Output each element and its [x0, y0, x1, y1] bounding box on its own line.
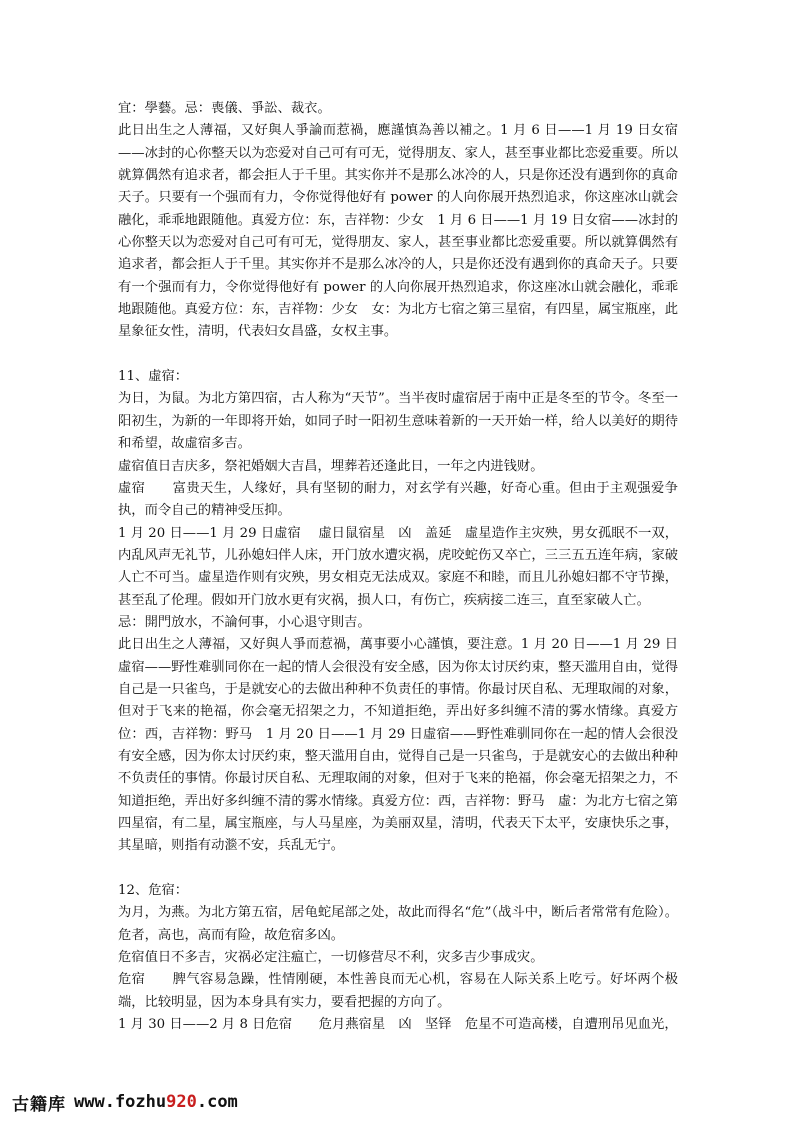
document-body — [118, 98, 678, 1036]
url-suffix: .com — [196, 1092, 238, 1112]
paragraph: 危宿 脾气容易急躁，性情刚硬，本性善良而无心机，容易在人际关系上吃亏。好坏两个极端，比较明显，因为本身具有实力，要看把握的方向了。 — [118, 972, 678, 1010]
site-url — [74, 1092, 238, 1112]
paragraph: 忌：開門放水，不論何事，小心退守則吉。 — [118, 614, 371, 630]
url-prefix: www.fozhu — [74, 1092, 167, 1112]
paragraph: 1 月 30 日——2 月 8 日危宿 危月燕宿星 凶 坚铎 危星不可造高楼，自遭刑吊见血光， — [118, 1017, 678, 1033]
paragraph: 为日，为鼠。为北方第四宿，古人称为“天节”。当半夜时虛宿居于南中正是冬至的节令。冬至一阳初生，为新的一年即将开始，如同子时一阳初生意味着新的一天开始一样，给人以美好的期待和希望，故虛宿多吉。 — [118, 391, 678, 452]
paragraph: 危宿值日不多吉，灾祸必定注瘟亡，一切修营尽不利，灾多吉少事成灾。 — [118, 950, 544, 966]
paragraph: 虛宿 富贵天生，人缘好，具有坚韧的耐力，对玄学有兴趣，好奇心重。但由于主观强爱争执，而令自己的精神受压抑。 — [118, 480, 678, 519]
paragraph: 此日出生之人薄福，又好與人爭論而惹禍，應謹慎為善以補之。1 月 6 日——1 月 19 日女宿——冰封的心你整天以为恋爱对自己可有可无，觉得朋友、家人，甚至事业都比恋爱重要。所以就算偶然有追求者，都会拒人于千里。其实你并不是那么冰冷的人，只是你还没有遇到你的真命天子。只要有一个强而有力，令你觉得他好有 power 的人向你展开热烈追求，你这座冰山就会融化，乖乖地跟随他。真爱方位：东，吉祥物：少女 1 月 6 日——1 月 19 日女宿——冰封的心你整天以为恋爱对自己可有可无，觉得朋友、家人，甚至事业都比恋爱重要。所以就算偶然有追求者，都会拒人于千里。其实你并不是那么冰冷的人，只是你还没有遇到你的真命天子。只要有一个强而有力，令你觉得他好有 power 的人向你展开热烈追求，你这座冰山就会融化，乖乖地跟随他。真爱方位：东，吉祥物：少女 女：为北方七宿之第三星宿，有四星，属宝瓶座，此星象征女性，清明，代表妇女昌盛，女权主事。 — [118, 123, 678, 340]
site-name: 古籍库 — [12, 1094, 66, 1115]
url-number: 920 — [166, 1092, 197, 1112]
paragraph: 此日出生之人薄福，又好與人爭而惹禍，萬事要小心謹慎，要注意。1 月 20 日——1 月 29 日虛宿——野性难驯同你在一起的情人会很没有安全感，因为你太讨厌约束，整天滥用自由，觉得自己是一只雀鸟，于是就安心的去做出种种不负责任的事情。你最讨厌自私、无理取闹的对象，但对于飞来的艳福，你会毫无招架之力，不知道拒绝，弄出好多纠缠不清的雾水情缘。真爱方位：西，吉祥物：野马 1 月 20 日——1 月 29 日虛宿——野性难驯同你在一起的情人会很没有安全感，因为你太讨厌约束，整天滥用自由，觉得自己是一只雀鸟，于是就安心的去做出种种不负责任的事情。你最讨厌自私、无理取闹的对象，但对于飞来的艳福，你会毫无招架之力，不知道拒绝，弄出好多纠缠不清的雾水情缘。真爱方位：西，吉祥物：野马 虛：为北方七宿之第四星宿，有二星，属宝瓶座，与人马星座，为美丽双星，清明，代表天下太平，安康快乐之事，其星暗，则指有动㴴不安，兵乱无宁。 — [118, 637, 678, 854]
paragraph-gap — [118, 344, 678, 366]
section-heading: 11、虛宿： — [118, 369, 189, 385]
paragraph: 宜：學藝。忌：喪儀、爭訟、裁衣。 — [118, 101, 331, 116]
paragraph: 为月，为燕。为北方第五宿，居龟蛇尾部之处，故此而得名“危”（战斗中，断后者常常有危险）。危者，高也，高而有险，故危宿多凶。 — [118, 905, 678, 943]
paragraph-gap — [118, 858, 678, 880]
section-heading: 12、危宿： — [118, 883, 189, 899]
paragraph: 1 月 20 日——1 月 29 日虛宿 虛日鼠宿星 凶 盖延 虛星造作主灾殃，男女孤眠不一双，内乱风声无礼节，儿孙媳妇伴人床，开门放水遭灾祸，虎咬蛇伤又卒亡，三三五五连年病，家破人亡不可当。虛星造作则有灾殃，男女相克无法成双。家庭不和睦，而且儿孙媳妇都不守节操，甚至乱了伦理。假如开门放水更有灾祸，损人口，有伤亡，疾病接二连三，直至家破人亡。 — [118, 525, 678, 608]
paragraph: 虛宿值日吉庆多，祭祀婚姻大吉昌，埋葬若还逢此日，一年之内进钱财。 — [118, 458, 544, 474]
footer-watermark — [12, 1087, 238, 1117]
